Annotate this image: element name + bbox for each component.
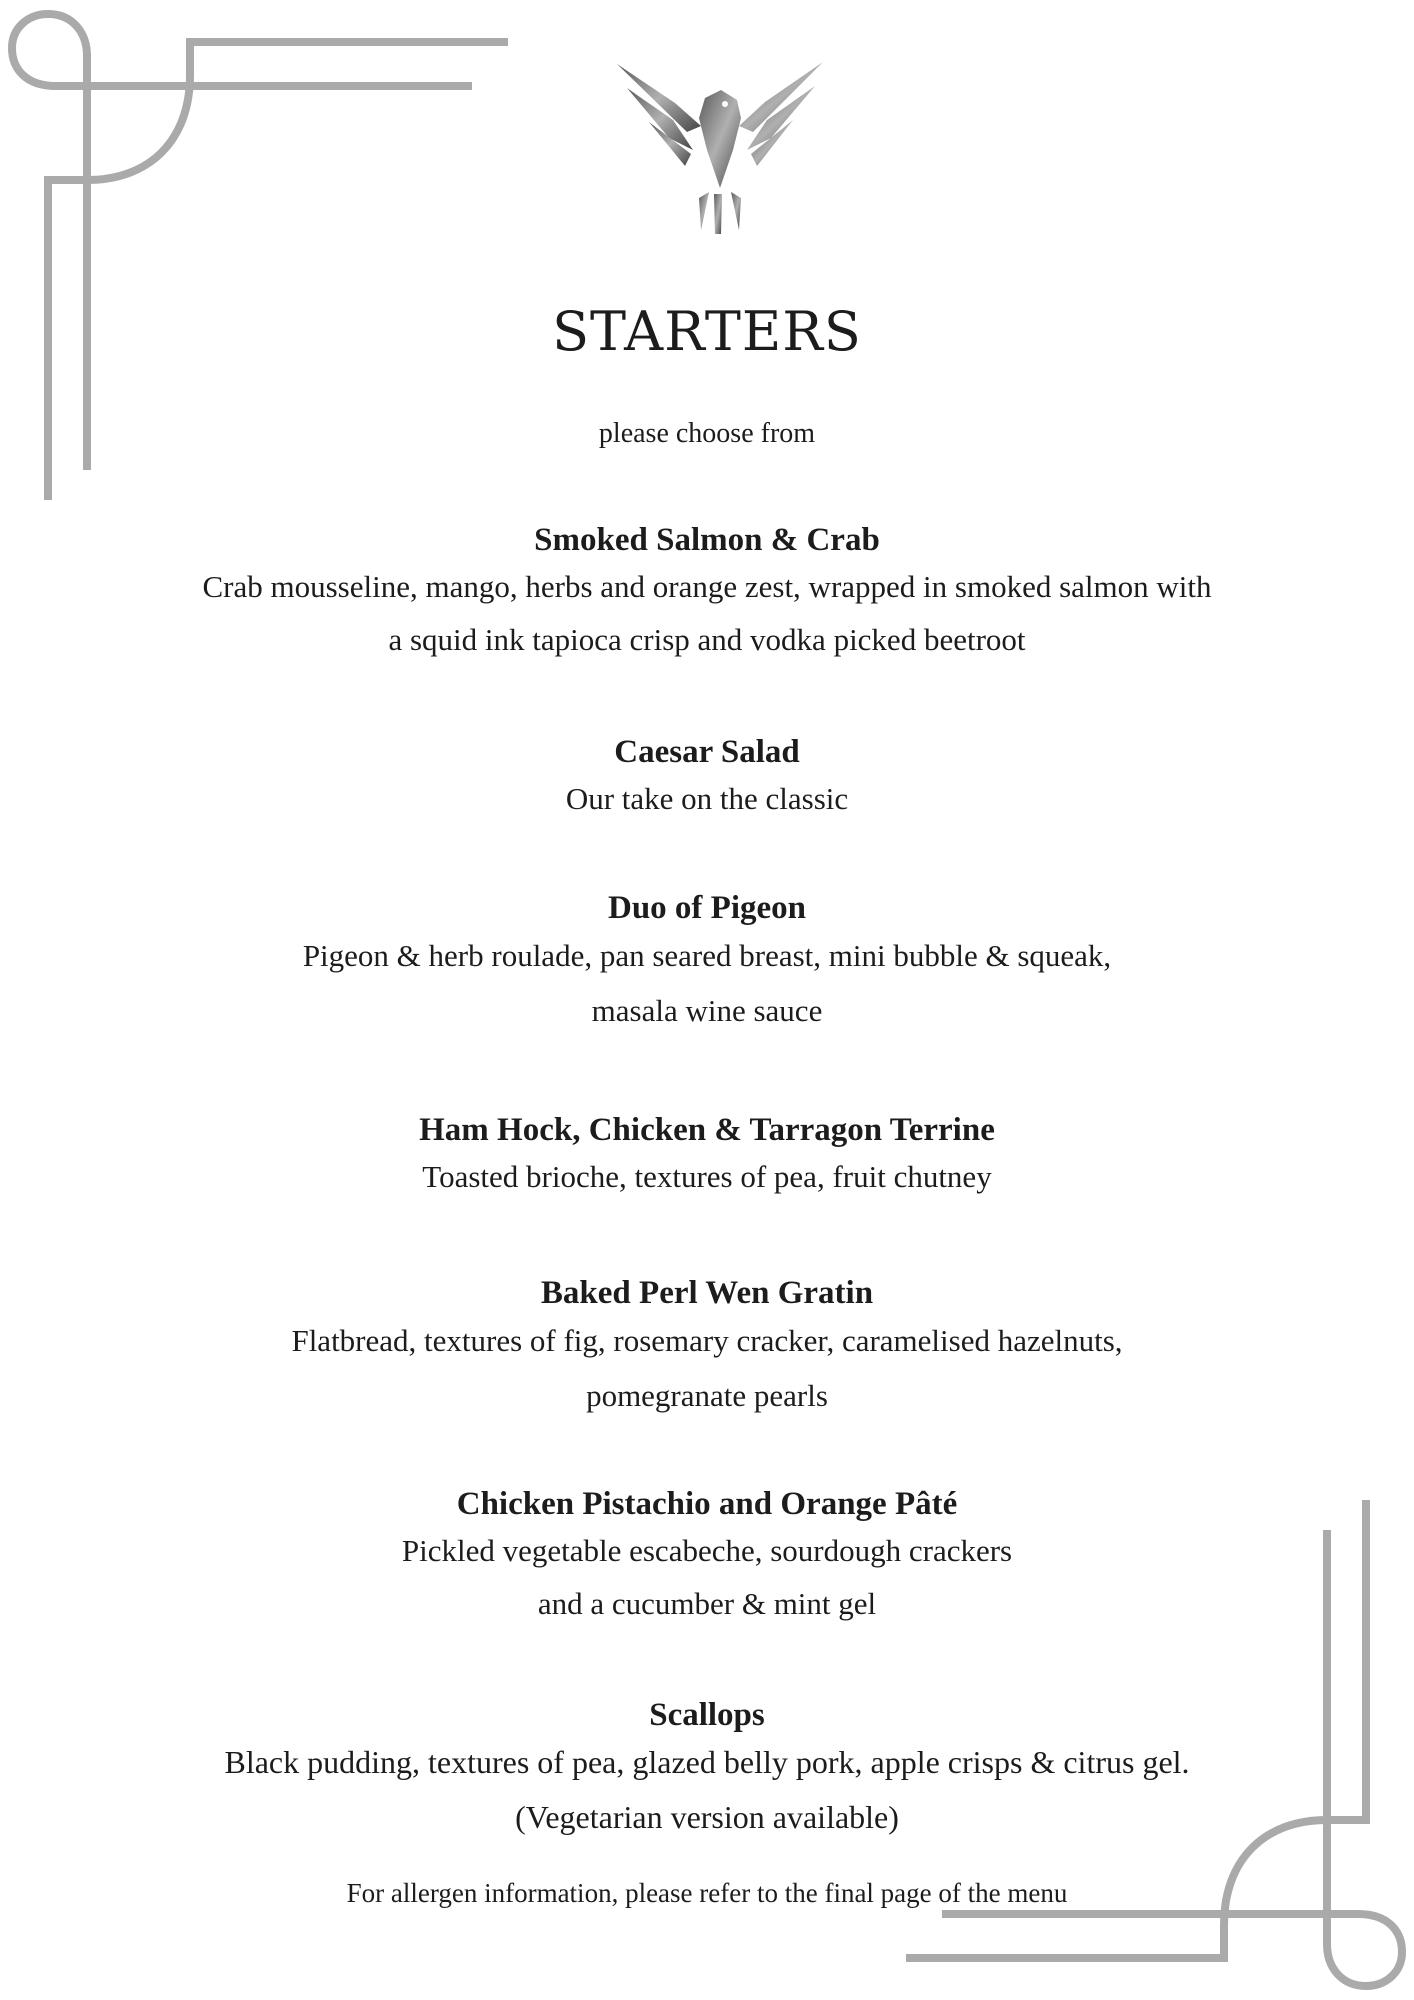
menu-item [0, 1484, 1414, 1630]
menu-item-description: Our take on the classic [565, 781, 849, 816]
menu-item [0, 520, 1414, 666]
menu-item-description: Pickled vegetable escabeche, sourdough crackers and a cucumber & mint gel [401, 1533, 1013, 1621]
menu-item-name: Baked Perl Wen Gratin [540, 1275, 874, 1311]
menu-item-description: Black pudding, textures of pea, glazed belly pork, apple crisps & citrus gel. (Vegetarian version available) [224, 1744, 1190, 1835]
page-title: STARTERS [552, 300, 862, 363]
menu-item [0, 1695, 1414, 1845]
menu-item-name: Scallops [649, 1697, 765, 1733]
menu-item-description: Flatbread, textures of fig, rosemary cracker, caramelised hazelnuts, pomegranate pearls [291, 1323, 1123, 1413]
menu-item-name: Smoked Salmon & Crab [534, 522, 880, 558]
eagle-logo-icon [615, 58, 825, 238]
menu-item-name: Ham Hock, Chicken & Tarragon Terrine [419, 1112, 995, 1148]
menu-item-description: Toasted brioche, textures of pea, fruit chutney [422, 1159, 992, 1194]
menu-item-description: Pigeon & herb roulade, pan seared breast, mini bubble & squeak, masala wine sauce [302, 938, 1112, 1028]
allergen-note: For allergen information, please refer to the final page of the menu [346, 1878, 1068, 1908]
menu-item-name: Duo of Pigeon [608, 890, 806, 926]
page-subtitle: please choose from [598, 418, 816, 449]
menu-item-description: Crab mousseline, mango, herbs and orange zest, wrapped in smoked salmon with a squid ink tapioca crisp and vodka picked beetroot [202, 569, 1212, 657]
menu-item [0, 732, 1414, 825]
menu-item-name: Chicken Pistachio and Orange Pâté [456, 1486, 958, 1522]
menu-item [0, 888, 1414, 1038]
menu-item [0, 1110, 1414, 1203]
menu-item [0, 1273, 1414, 1423]
menu-item-name: Caesar Salad [614, 734, 800, 770]
